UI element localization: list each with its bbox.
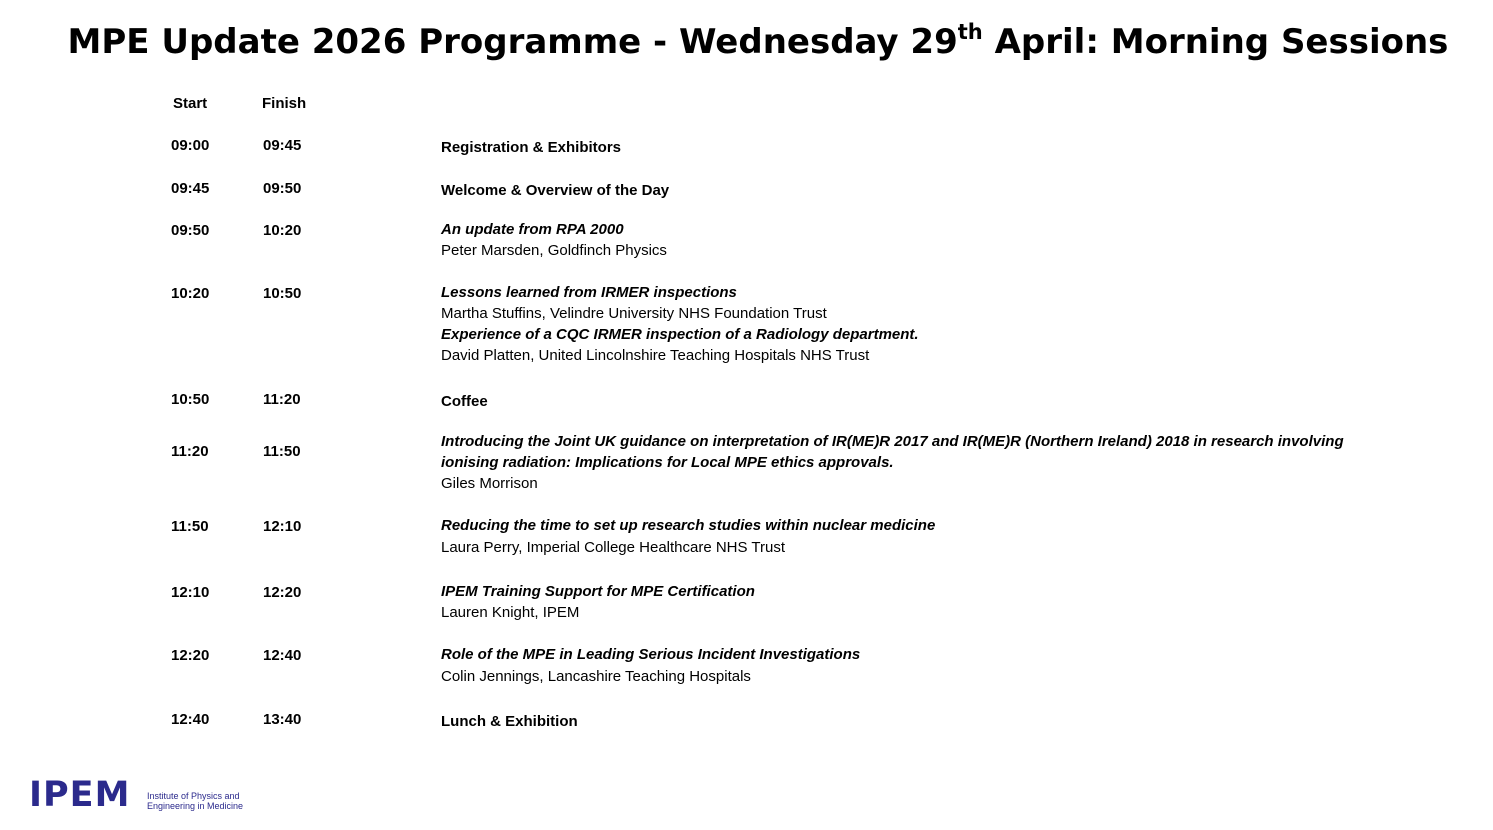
session-cell <box>441 431 1361 494</box>
speaker: Giles Morrison <box>441 475 538 492</box>
talk-title: Lessons learned from IRMER inspections <box>441 284 737 301</box>
start-time: 12:40 <box>171 711 210 728</box>
session-cell <box>441 515 1361 559</box>
ipem-logo-line2: Engineering in Medicine <box>147 801 244 811</box>
page-title-main: MPE Update 2026 Programme - Wednesday 29 <box>67 22 958 62</box>
start-time: 12:20 <box>171 647 210 664</box>
finish-time: 10:50 <box>263 285 302 302</box>
speaker: Laura Perry, Imperial College Healthcare NHS Trust <box>441 539 786 556</box>
finish-time: 11:50 <box>263 443 301 460</box>
speaker: Martha Stuffins, Velindre University NHS Foundation Trust <box>441 305 827 322</box>
page-title <box>0 22 1493 62</box>
page-title-rest: April: Morning Sessions <box>982 22 1449 62</box>
session-cell <box>441 219 1361 261</box>
talk-title: Role of the MPE in Leading Serious Incident Investigations <box>441 646 861 663</box>
speaker: David Platten, United Lincolnshire Teaching Hospitals NHS Trust <box>441 347 870 364</box>
start-time: 11:50 <box>171 518 209 535</box>
finish-time: 10:20 <box>263 222 302 239</box>
ipem-logo-line1: Institute of Physics and <box>147 791 240 801</box>
speaker: Peter Marsden, Goldfinch Physics <box>441 242 667 259</box>
start-time: 10:20 <box>171 285 210 302</box>
session-title: Lunch & Exhibition <box>441 713 578 730</box>
start-time: 09:00 <box>171 137 210 154</box>
session-cell <box>441 711 1361 732</box>
talk-title: Reducing the time to set up research studies within nuclear medicine <box>441 517 936 534</box>
start-time: 12:10 <box>171 584 210 601</box>
finish-time: 09:50 <box>263 180 302 197</box>
session-cell <box>441 644 1361 688</box>
page-title-ordinal: th <box>957 20 983 44</box>
talk-title: Experience of a CQC IRMER inspection of a Radiology department. <box>441 326 919 343</box>
finish-time: 12:40 <box>263 647 302 664</box>
talk-title: Introducing the Joint UK guidance on interpretation of IR(ME)R 2017 and IR(ME)R (Northern Ireland) 2018 in research involving ionising radiation: Implications for Local MPE ethics approvals. <box>441 433 1344 471</box>
start-time: 11:20 <box>171 443 209 460</box>
finish-time: 12:10 <box>263 518 302 535</box>
finish-time: 13:40 <box>263 711 302 728</box>
session-cell <box>441 137 1361 158</box>
column-header-finish: Finish <box>262 95 307 112</box>
session-title: Registration & Exhibitors <box>441 139 622 156</box>
talk-title: IPEM Training Support for MPE Certification <box>441 583 755 600</box>
session-title: Coffee <box>441 393 488 410</box>
session-title: Welcome & Overview of the Day <box>441 182 670 199</box>
finish-time: 11:20 <box>263 391 301 408</box>
speaker: Colin Jennings, Lancashire Teaching Hospitals <box>441 668 751 685</box>
start-time: 09:50 <box>171 222 210 239</box>
speaker: Lauren Knight, IPEM <box>441 604 580 621</box>
start-time: 10:50 <box>171 391 210 408</box>
ipem-logo-mark: IPEM <box>29 775 131 815</box>
column-header-start: Start <box>173 95 208 112</box>
session-cell <box>441 581 1361 623</box>
ipem-logo-text <box>147 791 243 811</box>
finish-time: 09:45 <box>263 137 302 154</box>
session-cell <box>441 180 1361 201</box>
talk-title: An update from RPA 2000 <box>441 221 624 238</box>
start-time: 09:45 <box>171 180 210 197</box>
session-cell <box>441 391 1361 412</box>
finish-time: 12:20 <box>263 584 302 601</box>
session-cell <box>441 282 1361 366</box>
